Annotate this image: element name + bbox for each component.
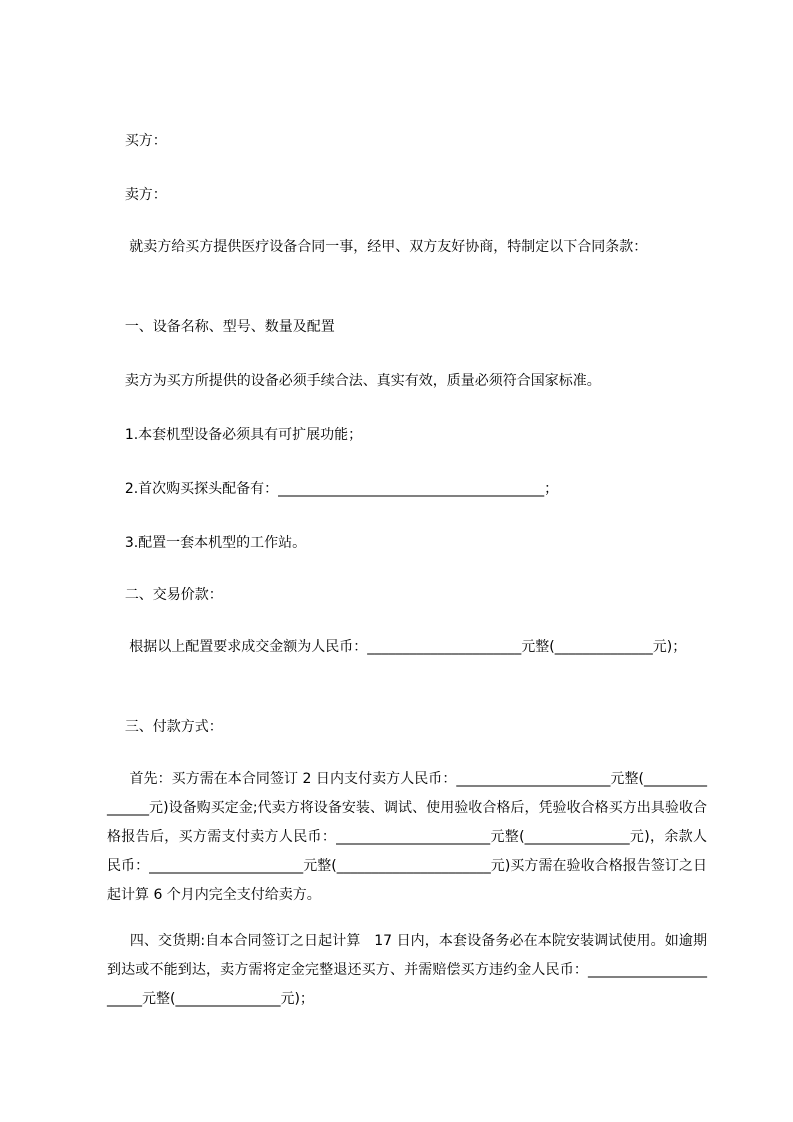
seller-line: 卖方： <box>107 187 167 203</box>
section-heading-equipment: 一、设备名称、型号、数量及配置 <box>107 319 335 335</box>
section-heading-payment: 三、付款方式： <box>107 719 223 735</box>
price-paragraph: 根据以上配置要求成交金额为人民币：______________________元整(______________元)； <box>107 639 687 655</box>
buyer-line: 买方： <box>107 133 167 149</box>
section-heading-price: 二、交易价款： <box>107 587 223 603</box>
clause-3: 3.配置一套本机型的工作站。 <box>107 535 307 551</box>
clause-1: 1.本套机型设备必须具有可扩展功能； <box>107 427 363 443</box>
equipment-requirement-paragraph: 卖方为买方所提供的设备必须手续合法、真实有效，质量必须符合国家标准。 <box>107 373 601 389</box>
intro-paragraph: 就卖方给买方提供医疗设备合同一事，经甲、双方友好协商，特制定以下合同条款： <box>107 239 648 255</box>
delivery-paragraph: 四、交货期:自本合同签订之日起计算 17 日内，本套设备务必在本院安装调试使用。如逾期到达或不能到达，卖方需将定金完整退还买方、并需赔偿买方违约金人民币：______________________元整(_______________元)； <box>107 933 707 1007</box>
clause-2: 2.首次购买探头配备有：______________________________________； <box>107 481 559 497</box>
payment-paragraph: 首先：买方需在本合同签订 2 日内支付卖方人民币：______________________元整(_______________元)设备购买定金;代卖方将设备安装、调试、使用验收合格后，凭验收合格买方出具验收合格报告后，买方需支付卖方人民币：______________________元整(_______________元)，余款人民币：______________________元整(______________________元)买方需在验收合格报告签订之日起计算 6 个月内完全支付给卖方。 <box>107 771 707 903</box>
